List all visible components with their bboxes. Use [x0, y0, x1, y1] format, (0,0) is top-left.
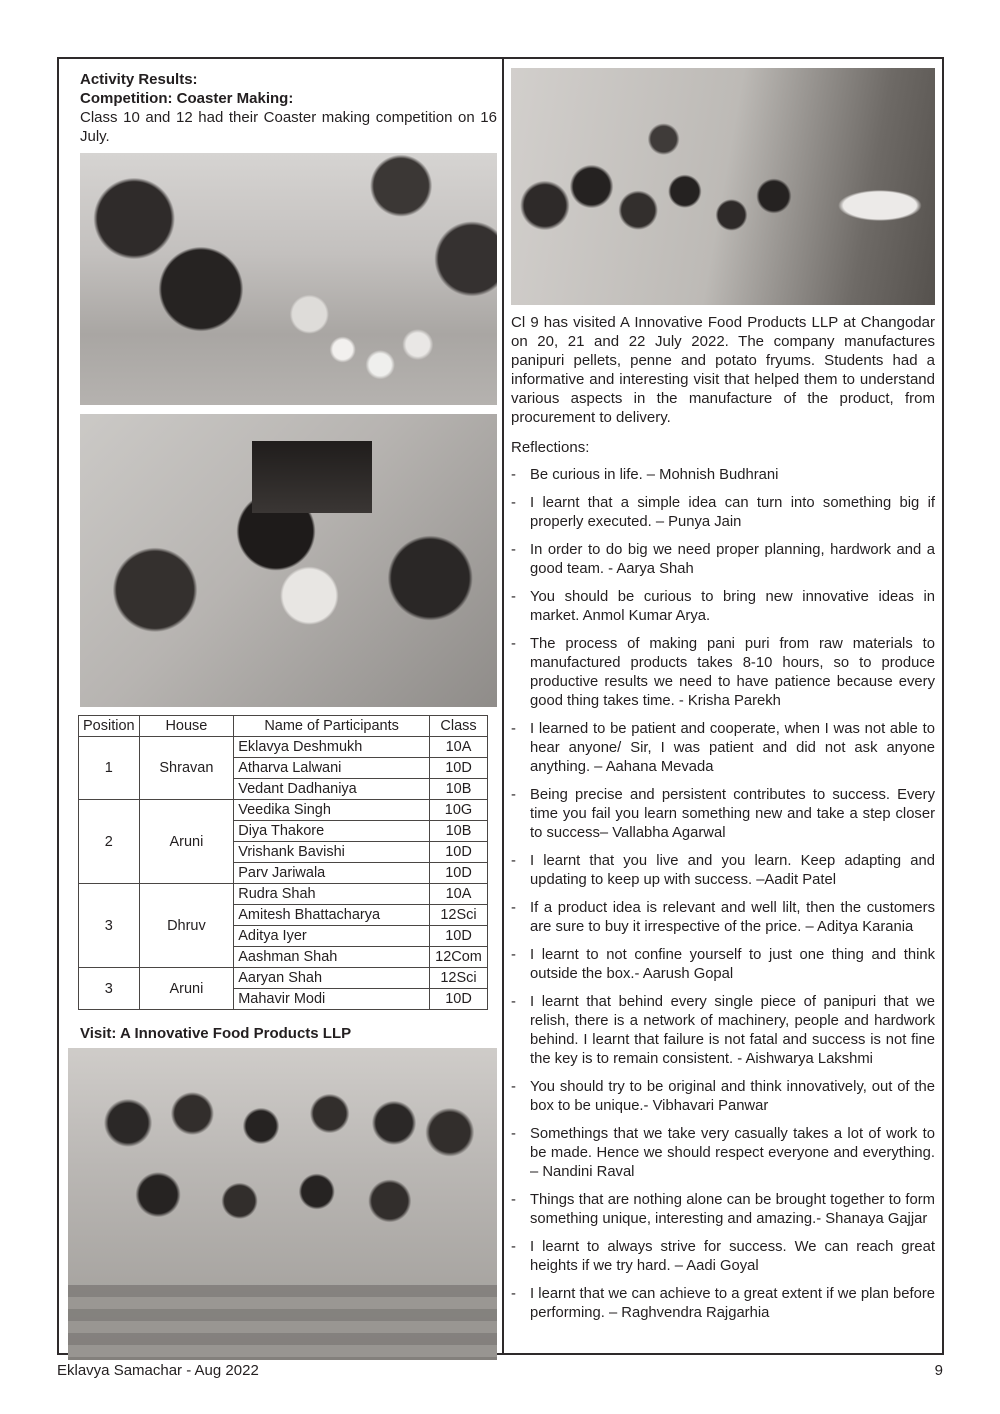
cell-name: Aaryan Shah [234, 968, 430, 989]
cell-house: Shravan [139, 737, 234, 800]
page-content-frame [57, 57, 944, 1355]
cell-position: 3 [79, 884, 140, 968]
reflection-text: I learnt that behind every single piece of panipuri that we relish, there is a network of machinery, people and hardwork behind. I learnt that failure is not fatal and success is not fine the key is to remain consistent. - Aishwarya Lakshmi [530, 994, 935, 1067]
reflection-text: I learnt to not confine yourself to just one thing and think outside the box.- Aarush Gopal [530, 947, 935, 982]
dash-marker: - [511, 636, 516, 652]
dash-marker: - [511, 1286, 516, 1302]
cell-class: 10D [430, 863, 488, 884]
list-item [511, 588, 935, 626]
reflection-text: Somethings that we take very casually takes a lot of work to be made. Hence we should respect everyone and everything. – Nandini Raval [530, 1126, 935, 1180]
left-column [80, 59, 497, 1353]
list-item [511, 946, 935, 984]
cell-name: Mahavir Modi [234, 989, 430, 1010]
cell-class: 12Sci [430, 968, 488, 989]
dash-marker: - [511, 947, 516, 963]
visit-intro-text: Cl 9 has visited A Innovative Food Products LLP at Changodar on 20, 21 and 22 July 2022. The company manufactures panipuri pellets, penne and potato fryums. Students had a informative and interesting visit that helped them to understand various aspects in the manufacture of the product, from procurement to delivery. [511, 314, 935, 426]
cell-class: 10A [430, 737, 488, 758]
cell-name: Vrishank Bavishi [234, 842, 430, 863]
list-item [511, 1125, 935, 1182]
cell-name: Rudra Shah [234, 884, 430, 905]
list-item [511, 899, 935, 937]
list-item [511, 541, 935, 579]
competition-heading: Competition: Coaster Making: [80, 90, 294, 107]
cell-class: 10G [430, 800, 488, 821]
dash-marker: - [511, 994, 516, 1010]
list-item [511, 852, 935, 890]
cell-name: Aditya Iyer [234, 926, 430, 947]
results-table [78, 715, 488, 1010]
table-header-row [79, 716, 488, 737]
cell-class: 10A [430, 884, 488, 905]
list-item [511, 1191, 935, 1229]
table-row [79, 884, 488, 905]
dash-marker: - [511, 900, 516, 916]
dash-marker: - [511, 495, 516, 511]
table-row [79, 800, 488, 821]
reflection-text: I learnt that a simple idea can turn into something big if properly executed. – Punya Jain [530, 495, 935, 530]
list-item [511, 1285, 935, 1323]
list-item [511, 1078, 935, 1116]
cell-class: 10B [430, 821, 488, 842]
cell-name: Amitesh Bhattacharya [234, 905, 430, 926]
cell-class: 10D [430, 989, 488, 1010]
reflection-text: The process of making pani puri from raw materials to manufactured products takes 8-10 hours, so to produce productive results we need to have patience because every good thing takes time. - Krisha Parekh [530, 636, 935, 709]
dash-marker: - [511, 1239, 516, 1255]
dash-marker: - [511, 1126, 516, 1142]
cell-name: Parv Jariwala [234, 863, 430, 884]
footer-page-number: 9 [934, 1362, 943, 1379]
header-name: Name of Participants [234, 716, 430, 737]
reflection-text: I learnt that you live and you learn. Keep adapting and updating to keep up with success. –Aadit Patel [530, 853, 935, 888]
dash-marker: - [511, 467, 516, 483]
reflection-text: Being precise and persistent contributes to success. Every time you fail you learn something new and take a step closer to success– Vallabha Agarwal [530, 787, 935, 841]
cell-name: Aashman Shah [234, 947, 430, 968]
dash-marker: - [511, 853, 516, 869]
dash-marker: - [511, 787, 516, 803]
reflection-text: In order to do big we need proper planning, hardwork and a good team. - Aarya Shah [530, 542, 935, 577]
cell-class: 12Com [430, 947, 488, 968]
list-item [511, 494, 935, 532]
list-item [511, 635, 935, 711]
cell-class: 10D [430, 758, 488, 779]
cell-class: 12Sci [430, 905, 488, 926]
dash-marker: - [511, 589, 516, 605]
dash-marker: - [511, 542, 516, 558]
factory-visit-group-photo [68, 1048, 497, 1360]
header-house: House [139, 716, 234, 737]
column-divider [502, 59, 504, 1353]
list-item [511, 786, 935, 843]
page-footer [57, 1361, 943, 1380]
reflection-text: Be curious in life. – Mohnish Budhrani [530, 467, 779, 483]
visit-heading: Visit: A Innovative Food Products LLP [80, 1025, 352, 1042]
list-item [511, 720, 935, 777]
cell-name: Veedika Singh [234, 800, 430, 821]
factory-visit-tour-photo [511, 68, 935, 305]
reflection-text: You should try to be original and think innovatively, out of the box to be unique.- Vibhavari Panwar [530, 1079, 935, 1114]
dash-marker: - [511, 1079, 516, 1095]
cell-name: Diya Thakore [234, 821, 430, 842]
table-row [79, 737, 488, 758]
reflections-heading: Reflections: [511, 439, 590, 456]
dash-marker: - [511, 721, 516, 737]
cell-house: Aruni [139, 800, 234, 884]
dash-marker: - [511, 1192, 516, 1208]
list-item [511, 1238, 935, 1276]
coaster-competition-photo-1 [80, 153, 497, 405]
activity-results-heading: Activity Results: [80, 71, 198, 88]
list-item [511, 993, 935, 1069]
cell-position: 3 [79, 968, 140, 1010]
reflection-text: I learnt that we can achieve to a great extent if we plan before performing. – Raghvendra Rajgarhia [530, 1286, 935, 1321]
cell-class: 10D [430, 926, 488, 947]
reflection-text: You should be curious to bring new innovative ideas in market. Anmol Kumar Arya. [530, 589, 935, 624]
list-item [511, 466, 935, 485]
reflection-text: If a product idea is relevant and well lilt, then the customers are sure to buy it irrespective of the price. – Aditya Karania [530, 900, 935, 935]
header-position: Position [79, 716, 140, 737]
reflection-text: Things that are nothing alone can be brought together to form something unique, interesting and amazing.- Shanaya Gajjar [530, 1192, 935, 1227]
coaster-competition-photo-2 [80, 414, 497, 707]
reflection-text: I learned to be patient and cooperate, when I was not able to hear anyone/ Sir, I was patient and did not ask anyone anything. – Aahana Mevada [530, 721, 935, 775]
cell-class: 10D [430, 842, 488, 863]
reflections-list [511, 466, 935, 1323]
cell-position: 2 [79, 800, 140, 884]
right-column [511, 59, 935, 1353]
footer-newsletter-title: Eklavya Samachar - Aug 2022 [57, 1362, 259, 1379]
cell-name: Eklavya Deshmukh [234, 737, 430, 758]
cell-name: Vedant Dadhaniya [234, 779, 430, 800]
cell-position: 1 [79, 737, 140, 800]
reflection-text: I learnt to always strive for success. We can reach great heights if we try hard. – Aadi Goyal [530, 1239, 935, 1274]
cell-house: Dhruv [139, 884, 234, 968]
cell-class: 10B [430, 779, 488, 800]
cell-house: Aruni [139, 968, 234, 1010]
competition-intro-text: Class 10 and 12 had their Coaster making competition on 16 July. [80, 109, 497, 145]
cell-name: Atharva Lalwani [234, 758, 430, 779]
header-class: Class [430, 716, 488, 737]
table-row [79, 968, 488, 989]
activity-results-block [80, 70, 497, 146]
